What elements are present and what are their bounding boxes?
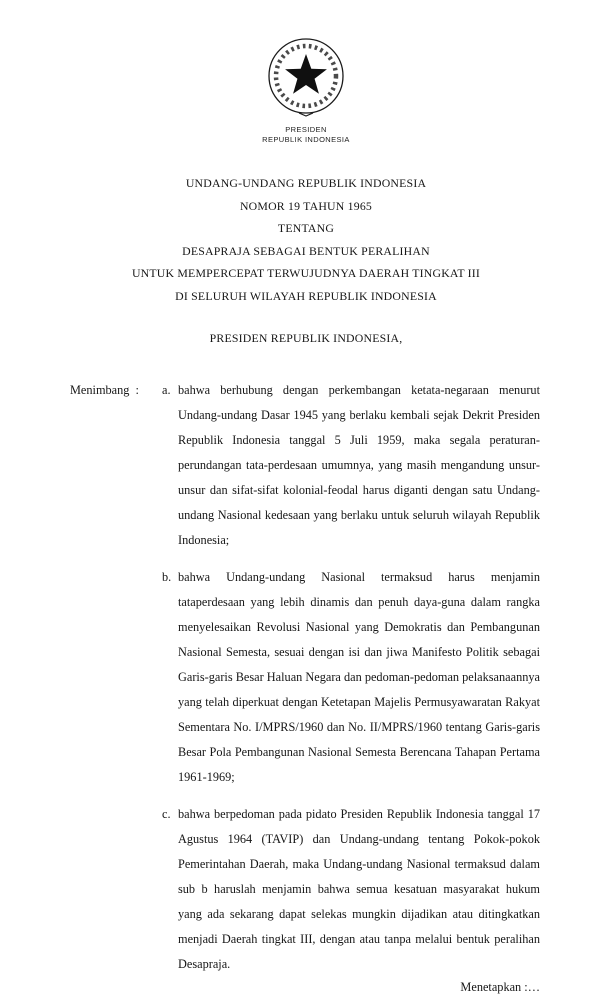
considerations-label-text: Menimbang	[70, 383, 130, 397]
title-line: NOMOR 19 TAHUN 1965	[239, 198, 373, 213]
letterhead-line-presiden: PRESIDEN	[285, 125, 327, 134]
letterhead-emblem	[0, 0, 612, 123]
item-text: bahwa berpedoman pada pidato Presiden Republik Indonesia tanggal 17 Agustus 1964 (TAVIP) dan Undang-undang tentang Pokok-pokok Pemerintahan Daerah, maka Undang-undang Nasional termaksud dalam sub b haruslah menjamin bahwa semua kesatuan masyarakat hukum yang ada sekarang dapat selekas mungkin dijadikan atau ditingkatkan menjadi Daerah tingkat III, dengan atau tanpa melalui bentuk peralihan Desapraja.	[178, 807, 540, 971]
title-line: UNDANG-UNDANG REPUBLIK INDONESIA	[185, 176, 427, 190]
item-text: bahwa Undang-undang Nasional termaksud harus menjamin tataperdesaan yang lebih dinamis dan penuh daya-guna dalam rangka menyelesaikan Revolusi Nasional yang Demokratis dan Pembangunan Nasional Semesta, sesuai dengan isi dan jiwa Manifesto Politik sebagai Garis-garis Besar Haluan Negara dan pedoman-pedoman pelaksanaannya yang telah diperkuat dengan Ketetapan Majelis Permusyawaratan Rakyat Sementara No. I/MPRS/1960 dan No. II/MPRS/1960 tentang Garis-garis Besar Pola Pembangunan Nasional Semesta Berencana Tahapan Pertama 1961-1969;	[178, 570, 540, 784]
item-text: bahwa berhubung dengan perkembangan ketata-negaraan menurut Undang-undang Dasar 1945 yang berlaku kembali sejak Dekrit Presiden Republik Indonesia tanggal 5 Juli 1959, maka segala peraturan-perundangan tata-perdesaan umumnya, yang masih mengandung unsur-unsur dan sifat-sifat kolonial-feodal harus diganti dengan satu Undang-undang Nasional kedesaan yang berlaku untuk seluruh wilayah Republik Indonesia;	[178, 383, 540, 547]
consideration-item	[162, 378, 540, 553]
considerations-section	[0, 378, 612, 977]
considerations-label	[70, 378, 162, 977]
item-letter: c.	[162, 807, 171, 821]
document-title	[0, 172, 612, 307]
item-letter: a.	[162, 383, 171, 397]
letterhead	[0, 125, 612, 144]
consideration-item	[162, 802, 540, 977]
consideration-item	[162, 565, 540, 790]
title-line: TENTANG	[277, 221, 335, 235]
letterhead-line-republik: REPUBLIK INDONESIA	[262, 134, 350, 144]
presidential-seal-icon	[266, 36, 346, 118]
title-line: UNTUK MEMPERCEPAT TERWUJUDNYA DAERAH TINGKAT III	[131, 266, 481, 280]
salutation: PRESIDEN REPUBLIK INDONESIA,	[209, 331, 403, 345]
considerations-items	[162, 378, 540, 977]
considerations-label-separator: :	[135, 383, 139, 397]
title-line: DESAPRAJA SEBAGAI BENTUK PERALIHAN	[182, 243, 430, 258]
item-letter: b.	[162, 570, 172, 584]
title-line: DI SELURUH WILAYAH REPUBLIK INDONESIA	[175, 288, 437, 303]
page-catchword: Menetapkan :…	[460, 980, 540, 994]
